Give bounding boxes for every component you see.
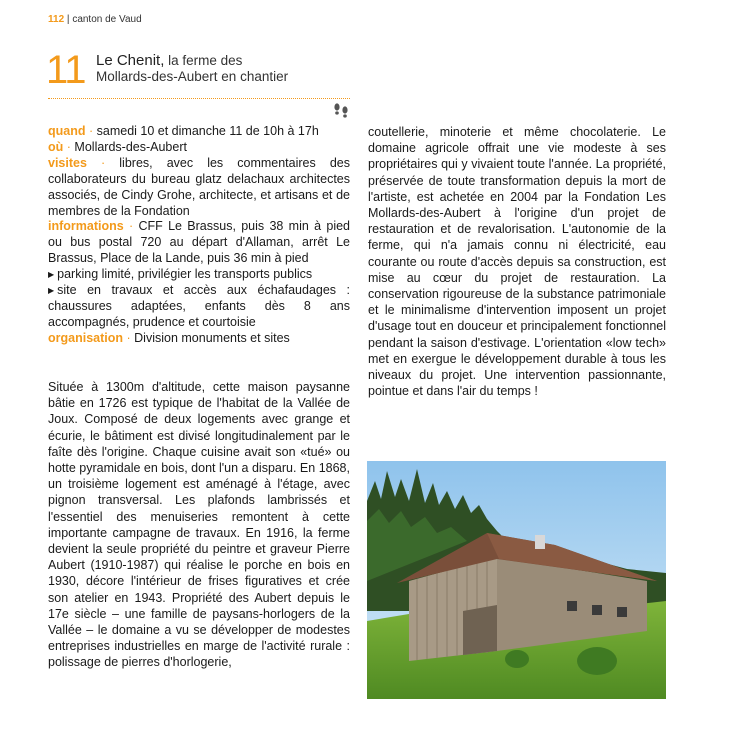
page-number: 112	[48, 14, 65, 25]
body-paragraph-1: Située à 1300m d'altitude, cette maison paysanne bâtie en 1726 est typique de l'habitat de la Vallée de Joux. Composé de deux logements avec grange et écurie, le bâtiment est divisé longitudinalement par le faîte dès l'origine. Chaque cuisine avait son «tué» ou hotte pyramidale en bois, dont l'un a disparu. En 1868, un troisième logement est aménagé à l'étage, avec pignon transversal. Les plafonds lambrissés et l'essentiel des menuiseries remontent à cette importante campagne de travaux. En 1916, la ferme devient la seule propriété du peintre et graveur Pierre Aubert (1910-1987) qui réalise le porche en bois en 1930, décore l'intérieur de frises figuratives et crée son atelier en 1943. Propriété des Aubert depuis le 17e siècle – une famille de paysans-horlogers de la Vallée – le domaine a vu se développer de modestes entreprises industrielles en marge de l'activité rurale : polissage de pierres d'horlogerie,	[48, 380, 350, 670]
separator-dot: ·	[129, 219, 134, 234]
body-paragraph-2: coutellerie, minoterie et même chocolaterie. Le domaine agricole offrait une vie modeste à ses propriétaires qui y vivaient toute l'année. La propriété, préservée de toute transformation depuis la mort de l'artiste, est achetée en 2004 par la Fondation Les Mollards-des-Aubert à l'origine d'un projet de restauration et de revalorisation. L'autonomie de la ferme, qui n'a jamais connu ni électricité, eau courante ou route d'accès depuis sa construction, est mise au cœur du projet de restauration. La conservation rigoureuse de la substance patrimoniale et le minimalisme d'intervention imposent un projet d'usage tout en douceur et principalement fonctionnel pendant la saison d'estivage. L'orientation «low tech» met en exergue le développement durable à tous les niveaux du projet. Une intervention passionnante, pointue et dans l'air du temps !	[368, 125, 666, 399]
organisation-label: organisation	[48, 330, 124, 345]
separator-dot: ·	[88, 124, 94, 138]
page-header	[48, 14, 142, 25]
ou-text: Mollards-des-Aubert	[74, 139, 187, 154]
site-note: site en travaux et accès aux échafaudages : chaussures adaptées, enfants dès 8 ans accompagnés, prudence et courtoisie	[48, 283, 350, 329]
region-name: canton de Vaud	[72, 14, 142, 25]
quand-label: quand	[48, 124, 86, 138]
entry-title-rest: la ferme des	[164, 53, 243, 68]
parking-note: parking limité, privilégier les transports publics	[57, 267, 313, 282]
header-separator: |	[66, 14, 70, 25]
title-divider	[48, 98, 350, 99]
entry-title	[96, 53, 288, 85]
separator-dot: ·	[126, 330, 131, 345]
body-column-1	[48, 379, 350, 671]
entry-title-line2: Mollards-des-Aubert en chantier	[96, 69, 289, 84]
visites-text: libres, avec les commentaires des collaborateurs du bureau glatz delachaux architectes associés, de Cindy Grohe, architecte, et artisans et de membres de la Fondation	[48, 155, 350, 218]
separator-dot: ·	[66, 139, 71, 154]
separator-dot: ·	[101, 155, 106, 170]
organisation-text: Division monuments et sites	[134, 330, 290, 345]
informations-text: CFF Le Brassus, puis 38 min à pied ou bus postal 720 au départ d'Allaman, arrêt Le Brassus, Place de la Lande, puis 36 min à pied	[48, 219, 350, 266]
entry-number: 11	[46, 48, 86, 92]
arrow-bullet-icon: ▶	[48, 286, 55, 296]
informations-label: informations	[48, 219, 124, 234]
ou-label: où	[48, 139, 64, 154]
visites-label: visites	[48, 155, 87, 170]
farmhouse-photo	[367, 461, 666, 699]
entry-place: Le Chenit,	[96, 52, 165, 69]
practical-info	[48, 124, 350, 347]
footsteps-icon	[332, 102, 350, 125]
body-column-2	[368, 124, 666, 399]
quand-text: samedi 10 et dimanche 11 de 10h à 17h	[96, 124, 319, 138]
arrow-bullet-icon: ▶	[48, 270, 55, 280]
